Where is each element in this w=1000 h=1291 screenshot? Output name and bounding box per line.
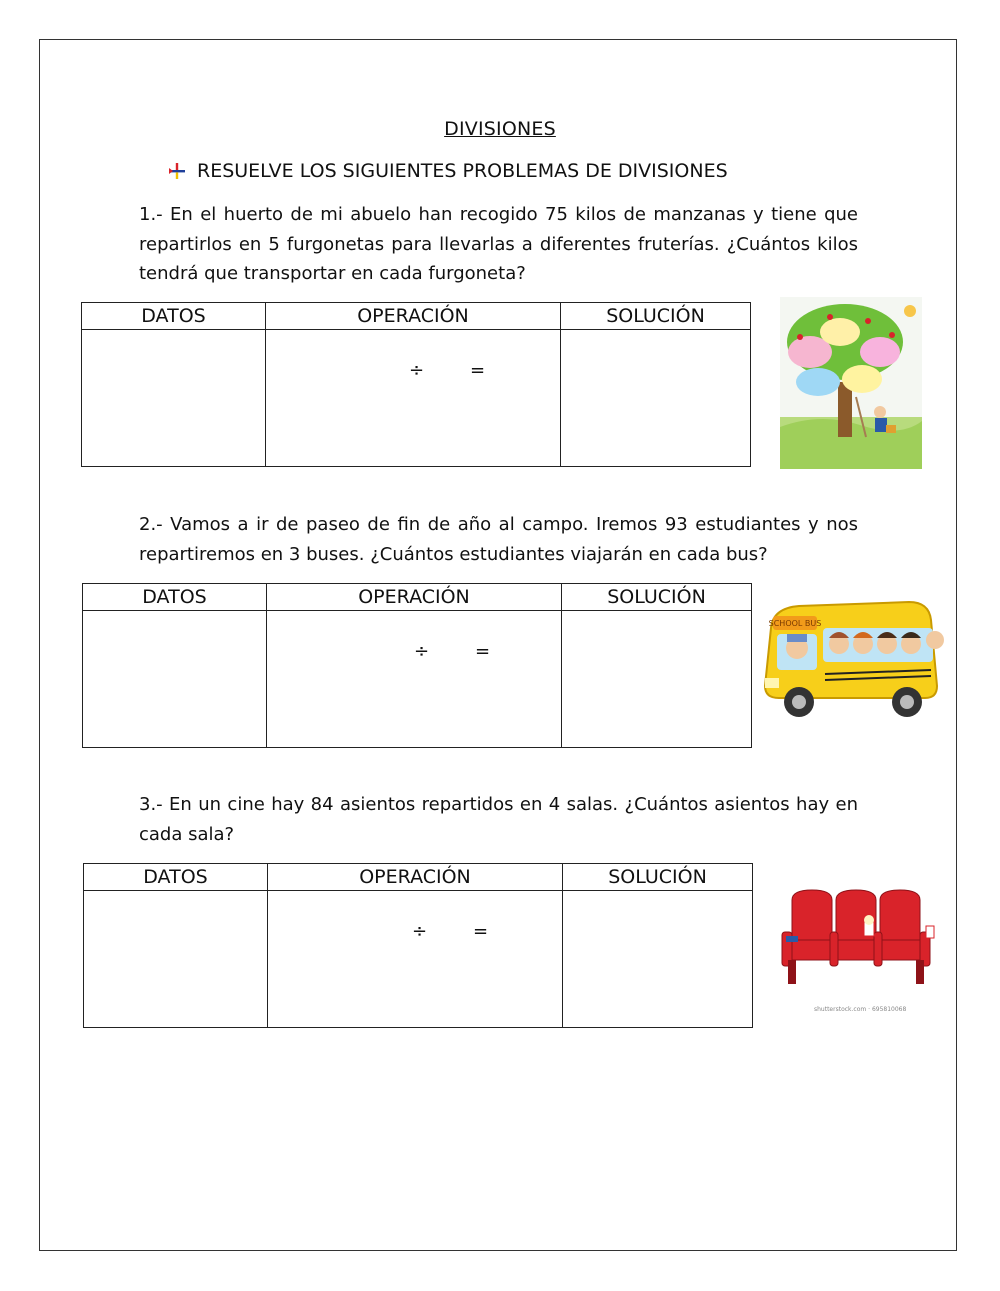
divide-sign: ÷ [409,360,425,381]
image-credit: shutterstock.com · 695810068 [814,1006,907,1013]
operacion-header: OPERACIÓN [267,584,562,611]
solucion-cell[interactable] [563,891,753,1028]
equals-sign: = [475,641,491,662]
problem-3-text: 3.- En un cine hay 84 asientos repartidos en 4 salas. ¿Cuántos asientos hay en cada sala? [139,794,858,845]
instruction [168,160,728,182]
solucion-cell[interactable] [561,330,751,467]
cross-bullet-icon [168,162,186,180]
school-bus-illustration [759,598,951,727]
equals-sign: = [470,360,486,381]
apple-tree-illustration [780,297,922,473]
solucion-header: SOLUCIÓN [561,303,751,330]
operacion-cell[interactable] [266,330,561,467]
solucion-cell[interactable] [562,611,752,748]
operacion-cell[interactable] [268,891,563,1028]
page-title: DIVISIONES [444,118,556,140]
operacion-header: OPERACIÓN [268,864,563,891]
datos-header: DATOS [83,584,267,611]
bus-sign: SCHOOL BUS [768,619,822,628]
problem-1-table [81,302,751,467]
problem-2-text: 2.- Vamos a ir de paseo de fin de año al campo. Iremos 93 estudiantes y nos repartiremos en 3 buses. ¿Cuántos estudiantes viajarán en cada bus? [139,514,858,565]
problem-1-text: 1.- En el huerto de mi abuelo han recogido 75 kilos de manzanas y tiene que repartirlos en 5 furgonetas para llevarlas a diferentes fruterías. ¿Cuántos kilos tendrá que transportar en cada furgoneta? [139,204,858,284]
divide-sign: ÷ [412,921,428,942]
datos-header: DATOS [82,303,266,330]
equals-sign: = [473,921,489,942]
datos-cell[interactable] [82,330,266,467]
datos-header: DATOS [84,864,268,891]
datos-cell[interactable] [83,611,267,748]
instruction-text: RESUELVE LOS SIGUIENTES PROBLEMAS DE DIVISIONES [197,160,728,182]
operacion-cell[interactable] [267,611,562,748]
divide-sign: ÷ [414,641,430,662]
cinema-seats-illustration [776,886,944,1020]
solucion-header: SOLUCIÓN [562,584,752,611]
operacion-header: OPERACIÓN [266,303,561,330]
problem-2-table [82,583,752,748]
problem-3-table [83,863,753,1028]
datos-cell[interactable] [84,891,268,1028]
solucion-header: SOLUCIÓN [563,864,753,891]
